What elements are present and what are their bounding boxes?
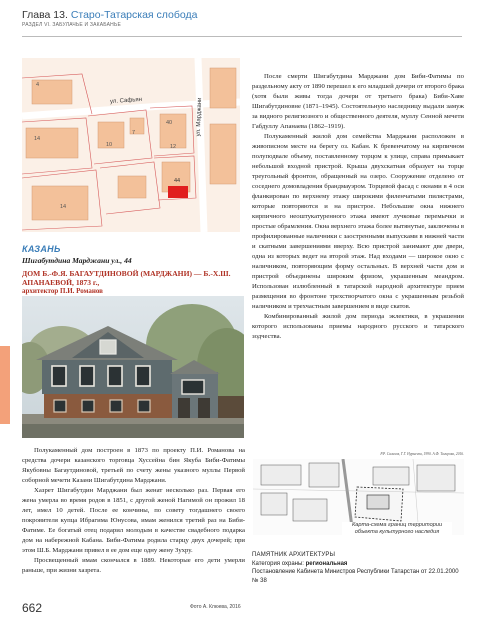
protection-category <box>252 560 464 569</box>
photo-credit: Фото А. Клюева, 2016 <box>190 604 241 610</box>
house-photo-graphic <box>22 296 244 438</box>
authors-credit: Р.Р. Салихов, Г.Г. Нурмеева, 1990. А.Ф. Тагирова, 2016. <box>380 452 464 456</box>
paragraph: Полукаменный жилой дом семейства Марджани расположен в живописном месте на берегу оз. Кабан. К бревенчатому на кирпичном полуподвале объему, поставленному торцом к улице, справа примыкает небольшой входной пристрой. Крыша двухскатная образует на торце треугольный фронтон, обращенный на озеро. Сооружение отделено от соседнего домовладения брандмауэром. Торцевой фасад с окнами в 4 оси фланкирован по верхнему этажу широкими филенчатыми пилястрами, которые повторяются и на пристрое. Небольшие окна нижнего кирпичного неоштукатуренного этажа имеют лучковые перемычки и простые обрамления. Окна верхнего этажа более вытянутые, заключены в профилированные наличники с заостренными выпусками в нижней части и скатными завершениями вверху. Всю пристрой занимают две двери, одна из которых ведет на второй этаж. Над входами — широкое окно с наличником, повторяющим форму остальных. В верхней части дом и пристрой объединены широким фризом, украшенным меандром. Использован излюбленный в татарской народной архитектуре прием размещения во фронтоне трехстворчатого окна с украшенным резьбой наличником и трехчастным завершением в виде скатов. <box>252 133 464 310</box>
chapter-place: Старо-Татарская слобода <box>70 9 198 21</box>
paragraph: Хазрет Шигабутдин Марджани был женат несколько раз. Первая его жена умерла во время родов в 1851, с другой женой Нагимой он прожил 18 лет, имел 10 детей. После ее кончины, по совету тогдашнего своего покровителя купца Ибрагима Юнусова, имам женился третий раз на Биби-Фатиме. Ее богатый отец подарил молодым в качестве свадебного подарка дом на набережной Кабана. Биби-Фатима родила старцу двух дочерей; при этом Ш.Б. Марджани привел в ее дом еще одну жену Зухру. <box>22 487 245 554</box>
city-name: КАЗАНЬ <box>22 244 61 254</box>
map-lot-label: 10 <box>106 142 113 148</box>
object-architect: архитектор П.И. Романов <box>22 287 103 295</box>
category-label: Категория охраны: <box>252 560 304 567</box>
map-lot-label: 12 <box>170 144 177 150</box>
page-number: 662 <box>22 601 43 615</box>
paragraph: После смерти Шигабутдина Марджани дом Биби-Фатимы по раздельному акту от 1890 перешел к его младшей дочери от второго брака (хотя были живы тогда дочери от третьего брака) Биби-Хаве Шигабутдиновне (1871–1945). Состоятельную наследницу выдали замуж за видного религиозного и общественного деятеля, муллу Сенной мечети Габдуллу Апанаева (1862–1919). <box>252 73 464 130</box>
map-graphic <box>22 58 240 232</box>
paragraph: Комбинированный жилой дом периода эклектики, в украшении которого использованы приемы народного русского и татарского зодчества. <box>252 313 464 340</box>
map-lot-label: 14 <box>60 204 67 210</box>
map-lot-label: 7 <box>132 130 136 136</box>
object-address: Шигабутдина Марджани ул., 44 <box>22 256 132 265</box>
target-building-marker <box>168 186 188 198</box>
monument-heading: ПАМЯТНИК АРХИТЕКТУРЫ <box>252 552 336 558</box>
section-tab-marker <box>0 346 10 424</box>
map-street-1: ул. Сафьян <box>109 96 143 106</box>
object-title: ДОМ Б.-Ф.Я. БАГАУТДИНОВОЙ (МАРДЖАНИ) — Б.-Х.Ш. АПАНАЕВОЙ, 1873 г., <box>22 269 231 287</box>
location-map <box>22 58 240 232</box>
decree-text: Постановление Кабинета Министров Республики Татарстан от 22.01.2000 № 38 <box>252 569 459 584</box>
map-lot-label: 40 <box>166 120 173 126</box>
house-photo <box>22 296 244 438</box>
paragraph: Просвещенный имам скончался в 1889. Некоторые его дети умерли раньше, при жизни хазрета. <box>22 557 245 574</box>
map-lot-label: 14 <box>34 136 41 142</box>
page-header <box>22 9 462 28</box>
monument-info <box>252 551 464 585</box>
header-divider <box>22 36 462 37</box>
section-title: РАЗДЕЛ VI. ЗАБУЛАЧЬЕ И ЗАКАБАНЬЕ <box>22 22 122 28</box>
map-lot-label: 44 <box>174 178 181 184</box>
map-lot-label: 4 <box>36 82 40 88</box>
left-column-text <box>22 446 245 576</box>
category-value: региональная <box>305 560 348 567</box>
chapter-prefix: Глава 13. <box>22 9 68 21</box>
object-caption <box>22 244 244 296</box>
chapter-title <box>22 9 462 21</box>
boundary-map-caption: Карта-схема границ территории объекта культурного наследия <box>342 522 452 536</box>
map-street-2: ул. Марджани <box>195 97 204 137</box>
right-column-text <box>252 72 464 342</box>
paragraph: Полукаменный дом построен в 1873 по проекту П.И. Романова на средства дочери казанского торговца Хуссейна бин Якуба Биби-Фатимы Якубовны Багаутдиновой, третьей по счету жены указного муллы Первой соборной мечети Казани Шигабутдина Марджани. <box>22 447 245 484</box>
